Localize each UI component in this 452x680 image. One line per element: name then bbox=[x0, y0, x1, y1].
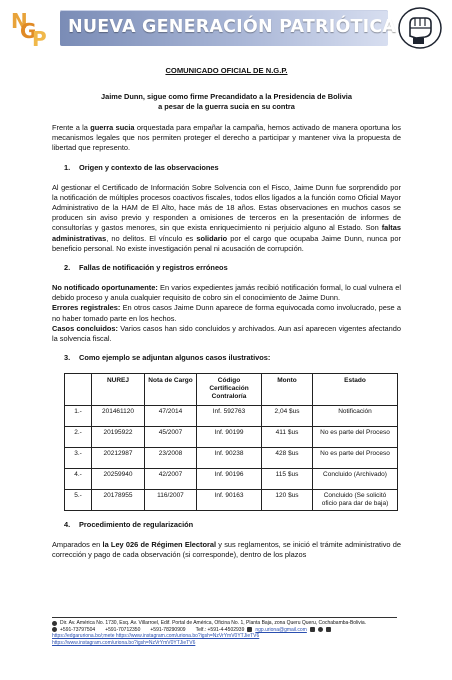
section-1-text-c: por el cargo que ocupaba Jaime Dunn, nunca por beneficio personal. No existe investigación penal ni acusación de corrupción. bbox=[52, 233, 401, 253]
ngp-logo-icon bbox=[8, 8, 56, 48]
footer-telf: Telf.: +591-4-4502939 bbox=[195, 626, 245, 633]
table-cell: 42/2007 bbox=[145, 469, 197, 490]
table-cell: 20259940 bbox=[92, 469, 145, 490]
header-title: NUEVA GENERACIÓN PATRIÓTICA bbox=[68, 17, 397, 37]
section-2-item-3-text: Varios casos han sido concluidos y archivados. Aun así aparecen vigentes afectando la solvencia fiscal. bbox=[52, 323, 401, 344]
section-1-bold-2: solidario bbox=[196, 233, 228, 243]
table-row bbox=[65, 490, 398, 511]
section-2-item-1-text: En varios expedientes jamás recibió notificación formal, lo cual vulnera el debido proceso y anula cualquier requisito de cobro sin el conocimiento de Jaime Dunn. bbox=[52, 283, 401, 303]
intro-text-b: orquestada para empañar la campaña, hemos activado de manera oportuna los mecanismos legales que nos permiten proteger el derecho a participar y mantener viva la propuesta de libertad que represento. bbox=[52, 123, 401, 153]
svg-text:P: P bbox=[32, 27, 47, 48]
headline-line-2: a pesar de la guerra sucia en su contra bbox=[158, 102, 295, 111]
tiktok-icon[interactable] bbox=[310, 627, 315, 632]
section-4-title bbox=[64, 520, 401, 529]
table-cell: Inf. 90238 bbox=[197, 448, 262, 469]
headline-line-1: Jaime Dunn, sigue como firme Precandidato a la Presidencia de Bolivia bbox=[101, 92, 352, 101]
footer-contact-line bbox=[52, 627, 432, 634]
section-1-bold-1: faltas administrativas bbox=[52, 223, 401, 243]
footer-link-1[interactable]: https://edgaruriona.bo/;mete https://www.instagram.com/uriona.bo?igsh=NzVrYmV0YTJieTV6 bbox=[52, 633, 260, 640]
section-4-number: 4. bbox=[64, 520, 71, 530]
table-cell: 201461120 bbox=[92, 406, 145, 427]
section-2-title bbox=[64, 263, 401, 272]
table-row bbox=[65, 448, 398, 469]
footer-email-link[interactable]: ngp.uriona@gmail.com bbox=[255, 626, 307, 633]
instagram-icon[interactable] bbox=[326, 627, 331, 632]
footer-address-line bbox=[52, 620, 432, 627]
section-1-text-b: , no delitos. El vínculo es bbox=[106, 233, 197, 243]
section-4-label: Procedimiento de regularización bbox=[79, 520, 194, 530]
whatsapp-icon bbox=[52, 627, 57, 632]
section-1-number: 1. bbox=[64, 162, 71, 172]
table-cell: 116/2007 bbox=[145, 490, 197, 511]
table-cell: 411 $us bbox=[262, 427, 313, 448]
cases-table bbox=[64, 373, 398, 511]
footer-address: Dir. Av. América No. 1730, Esq. Av. Villarroel, Edif. Portal de América, Oficina No. 1, Planta Baja, zona Queru Queru, Cochabamba-Bolivia. bbox=[60, 620, 367, 626]
table-cell: Concluido (Archivado) bbox=[313, 469, 398, 490]
table-header-cell: NUREJ bbox=[92, 374, 145, 406]
table-header-row bbox=[65, 374, 398, 406]
table-cell: 45/2007 bbox=[145, 427, 197, 448]
section-3-number: 3. bbox=[64, 353, 71, 363]
footer-links-line-1 bbox=[52, 633, 432, 640]
table-cell: Inf. 90199 bbox=[197, 427, 262, 448]
document-heading: COMUNICADO OFICIAL DE N.G.P. bbox=[165, 66, 288, 75]
section-1-title bbox=[64, 163, 401, 172]
svg-text:G: G bbox=[20, 19, 37, 43]
fist-hand-icon bbox=[396, 6, 444, 50]
svg-text:N: N bbox=[11, 9, 28, 33]
section-2-item-2-label: Errores registrales: bbox=[52, 303, 121, 313]
section-1-paragraph bbox=[52, 183, 401, 254]
table-row bbox=[65, 427, 398, 448]
document-headline bbox=[52, 92, 401, 112]
location-icon bbox=[52, 621, 57, 626]
section-1-text-a: Al gestionar el Certificado de Información Sobre Solvencia con el Fisco, Jaime Dunn fue sorprendido por la notificación de múltiples procesos coactivos fiscales, todos ellos ligados a la función como Oficial Mayor Administrativo de la HAM de El Alto, hace más de 18 años. Estas observaciones en muchos casos se producen sin aviso previo y responden a omisiones de terceros en la presentación de informes de consultorías y gastos menores, sin que exista enriquecimiento ni perjuicio alguno al Estado. Son bbox=[52, 182, 401, 233]
table-header-cell: Estado bbox=[313, 374, 398, 406]
table-cell: 428 $us bbox=[262, 448, 313, 469]
table-cell: 5.- bbox=[65, 490, 92, 511]
table-cell: 20212987 bbox=[92, 448, 145, 469]
table-cell: Inf. 90163 bbox=[197, 490, 262, 511]
section-4-text-a: Amparados en bbox=[52, 540, 103, 550]
footer-phone-1: +591-73797504 bbox=[60, 626, 96, 633]
intro-bold: guerra sucia bbox=[90, 123, 135, 132]
table-cell: No es parte del Proceso bbox=[313, 448, 398, 469]
table-cell: Notificación bbox=[313, 406, 398, 427]
section-2-item-1 bbox=[52, 283, 401, 303]
section-3-title bbox=[64, 353, 401, 362]
section-3-label: Como ejemplo se adjuntan algunos casos ilustrativos: bbox=[79, 353, 271, 363]
intro-text-a: Frente a la bbox=[52, 123, 91, 132]
footer-links-line-2 bbox=[52, 640, 432, 647]
table-cell: 115 $us bbox=[262, 469, 313, 490]
table-cell: 2.- bbox=[65, 427, 92, 448]
intro-paragraph bbox=[52, 123, 401, 154]
footer-phone-3: +591-78290909 bbox=[150, 626, 186, 633]
table-row bbox=[65, 406, 398, 427]
letterhead-footer bbox=[52, 617, 432, 646]
table-cell: 20195922 bbox=[92, 427, 145, 448]
table-cell: 23/2008 bbox=[145, 448, 197, 469]
document-body bbox=[52, 66, 401, 570]
section-2-item-2-text: En otros casos Jaime Dunn aparece de forma equivocada como involucrado, pese a no haber tomado parte en los hechos. bbox=[52, 303, 401, 323]
table-cell: 47/2014 bbox=[145, 406, 197, 427]
section-2-item-2 bbox=[52, 303, 401, 323]
table-cell: 4.- bbox=[65, 469, 92, 490]
footer-phone-2: +591-70712350 bbox=[105, 626, 141, 633]
section-2-item-3-label: Casos concluidos: bbox=[52, 323, 118, 333]
table-cell: Inf. 592763 bbox=[197, 406, 262, 427]
header-banner bbox=[60, 10, 397, 46]
table-cell: No es parte del Proceso bbox=[313, 427, 398, 448]
table-header-cell: Código Certificación Contraloría bbox=[197, 374, 262, 406]
table-cell: 20178955 bbox=[92, 490, 145, 511]
section-1-label: Origen y contexto de las observaciones bbox=[79, 162, 219, 172]
section-4-paragraph bbox=[52, 540, 401, 560]
letterhead bbox=[8, 6, 444, 50]
table-header-cell bbox=[65, 374, 92, 406]
section-2-item-1-label: No notificado oportunamente: bbox=[52, 283, 158, 293]
section-2-label: Fallas de notificación y registros erróneos bbox=[79, 263, 228, 273]
table-cell: 3.- bbox=[65, 448, 92, 469]
email-icon bbox=[247, 627, 252, 632]
section-2-item-3 bbox=[52, 324, 401, 344]
table-row bbox=[65, 469, 398, 490]
table-cell: 120 $us bbox=[262, 490, 313, 511]
section-4-text-b: y sus reglamentos, se inició el trámite administrativo de corrección y pago de cada observación (si corresponde), dentro de los plazos bbox=[52, 540, 401, 560]
section-4-bold: la Ley 026 de Régimen Electoral bbox=[102, 540, 217, 550]
table-cell: 2,04 $us bbox=[262, 406, 313, 427]
footer-link-2[interactable]: https://www.instagram.com/uriona.bo?igsh=NzVrYmV0YTJieTV6 bbox=[52, 639, 196, 646]
table-header-cell: Nota de Cargo bbox=[145, 374, 197, 406]
table-cell: Concluido (Se solicitó oficio para dar de baja) bbox=[313, 490, 398, 511]
footer-divider bbox=[52, 617, 397, 618]
table-header-cell: Monto bbox=[262, 374, 313, 406]
table-cell: Inf. 90196 bbox=[197, 469, 262, 490]
section-2-number: 2. bbox=[64, 263, 71, 273]
facebook-icon[interactable] bbox=[318, 627, 323, 632]
table-cell: 1.- bbox=[65, 406, 92, 427]
